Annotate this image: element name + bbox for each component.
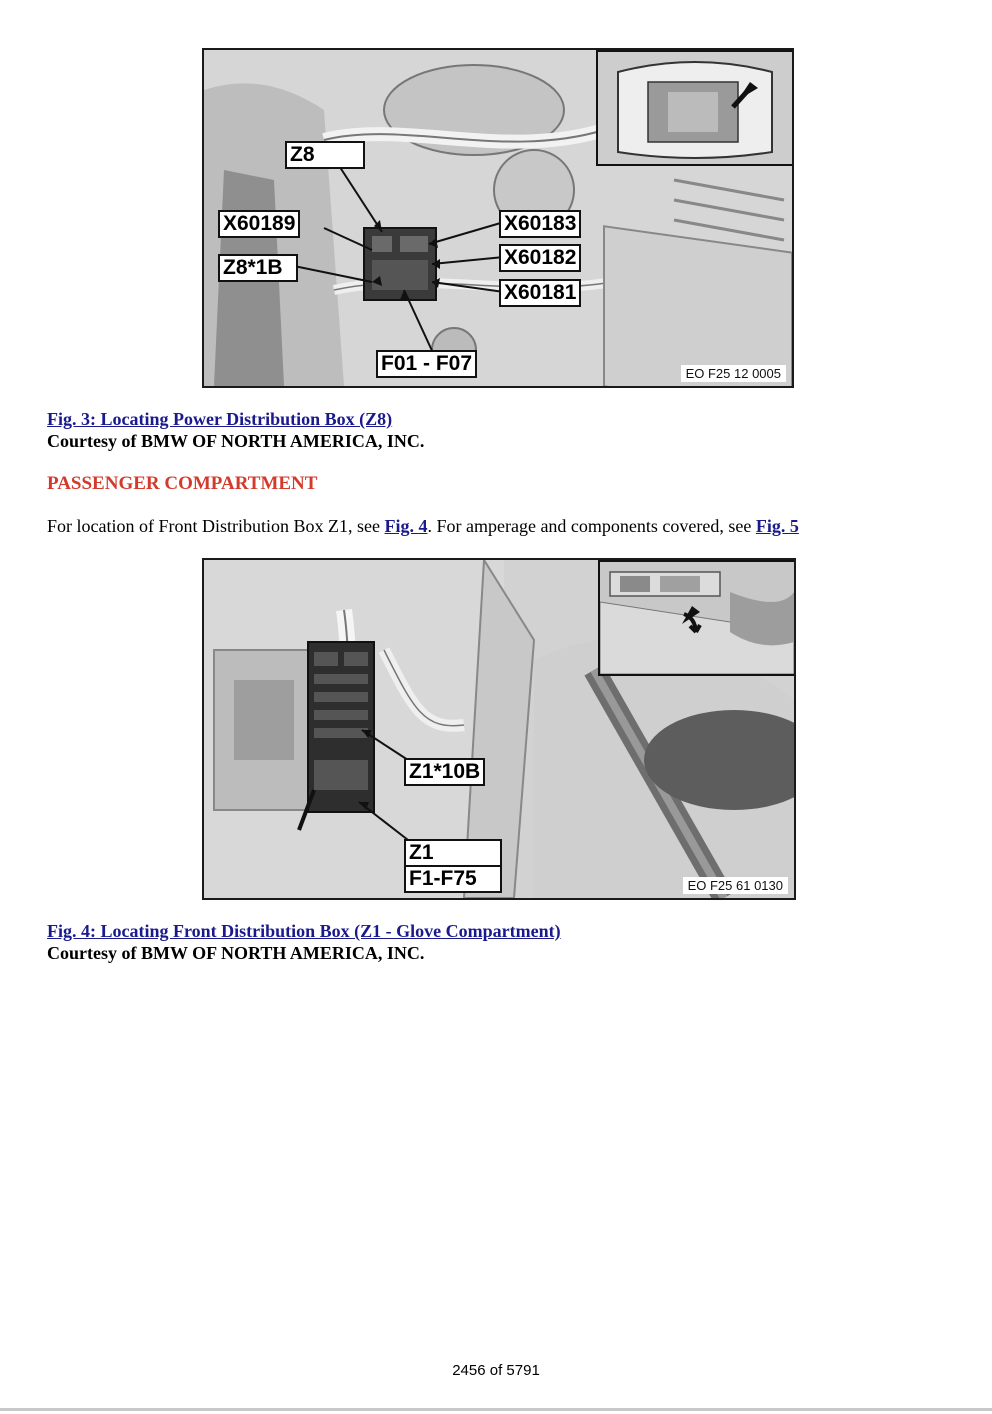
- figure-3-image-code: EO F25 12 0005: [681, 365, 786, 382]
- callout-z1-10b: Z1*10B: [404, 758, 485, 786]
- page-bottom-divider: [0, 1408, 992, 1411]
- page-number: 2456 of 5791: [452, 1362, 540, 1379]
- figure-3-caption-link[interactable]: Fig. 3: Locating Power Distribution Box (Z8): [47, 409, 393, 429]
- callout-x60189: X60189: [218, 210, 300, 238]
- fig-5-link[interactable]: Fig. 5: [755, 516, 799, 536]
- figure-3-courtesy: Courtesy of BMW OF NORTH AMERICA, INC.: [47, 431, 425, 451]
- callout-z1: Z1: [404, 839, 502, 867]
- dashboard-overview-illustration: [600, 562, 794, 674]
- callout-z8-1b: Z8*1B: [218, 254, 298, 282]
- paragraph-text-2: . For amperage and components covered, see: [427, 516, 756, 536]
- section-heading: PASSENGER COMPARTMENT: [47, 473, 318, 494]
- figure-4-caption-link[interactable]: Fig. 4: Locating Front Distribution Box (Z1 - Glove Compartment): [47, 921, 561, 941]
- callout-x60181: X60181: [499, 279, 581, 307]
- car-front-overview-illustration: [598, 52, 792, 164]
- callout-x60183: X60183: [499, 210, 581, 238]
- figure-3-image: [202, 48, 794, 388]
- figure-4-courtesy: Courtesy of BMW OF NORTH AMERICA, INC.: [47, 943, 425, 963]
- section-paragraph: [47, 515, 799, 537]
- callout-f1-f75: F1-F75: [404, 865, 502, 893]
- figure-3-inset-overview: [596, 50, 794, 166]
- paragraph-text-1: For location of Front Distribution Box Z1, see: [47, 516, 385, 536]
- figure-3-caption-block: [47, 408, 424, 452]
- figure-4-image-code: EO F25 61 0130: [683, 877, 788, 894]
- figure-4-image: [202, 558, 796, 900]
- callout-x60182: X60182: [499, 244, 581, 272]
- fig-4-link[interactable]: Fig. 4: [384, 516, 428, 536]
- callout-z8: Z8: [285, 141, 365, 169]
- figure-4-inset-overview: [598, 560, 796, 676]
- callout-f01-f07: F01 - F07: [376, 350, 477, 378]
- figure-4-caption-block: [47, 920, 561, 964]
